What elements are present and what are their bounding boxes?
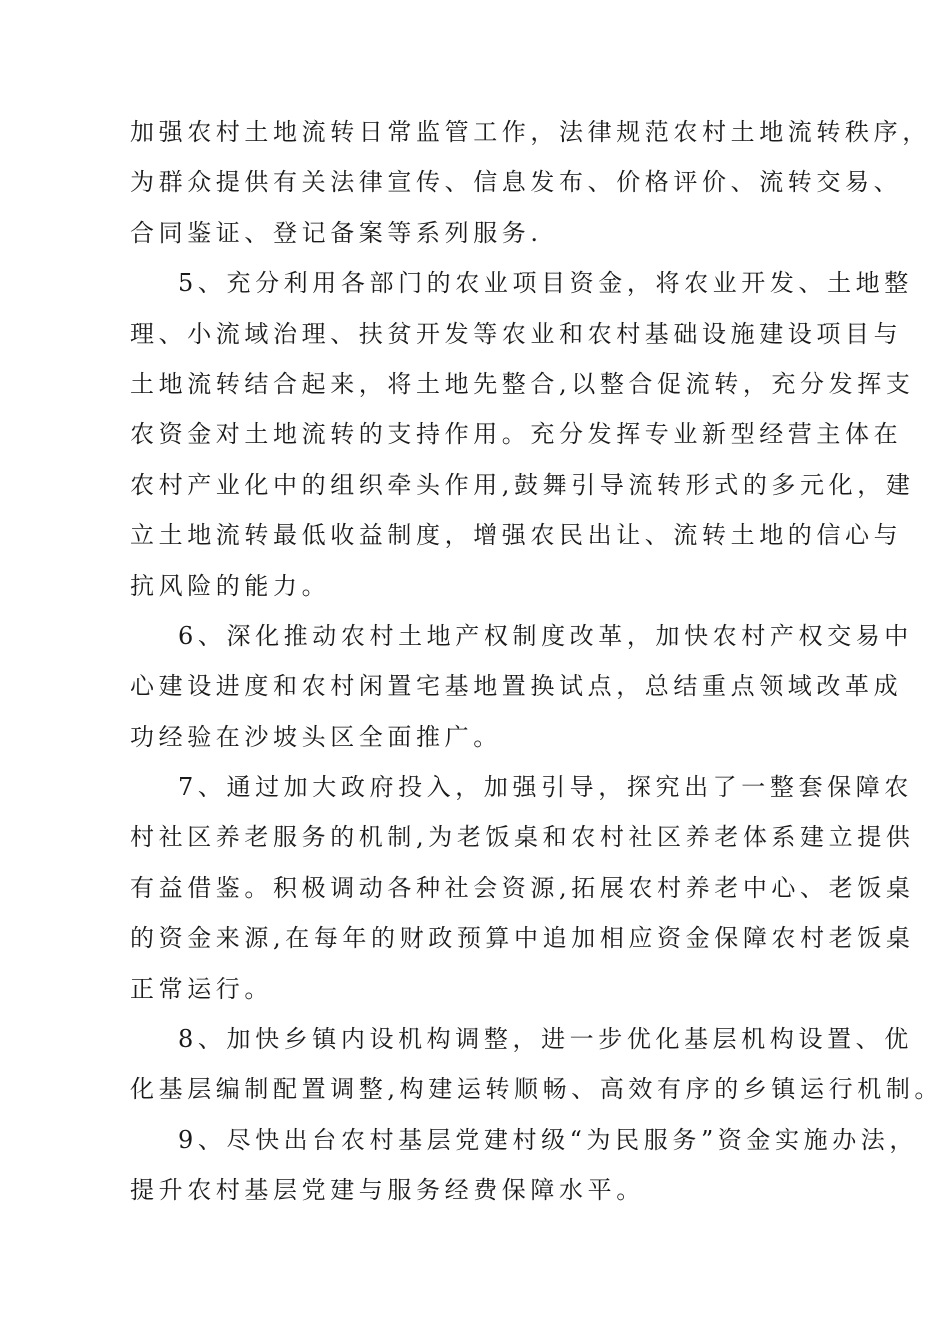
text-line: 5、充分利用各部门的农业项目资金，将农业开发、土地整 <box>178 269 913 298</box>
text-line: 7、通过加大政府投入，加强引导，探究出了一整套保障农 <box>178 773 913 802</box>
text-line: 提升农村基层党建与服务经费保障水平。 <box>130 1176 645 1205</box>
text-line: 理、小流域治理、扶贫开发等农业和农村基础设施建设项目与 <box>130 319 903 348</box>
paragraph-item-6 <box>130 611 913 762</box>
text-line: 功经验在沙坡头区全面推广。 <box>130 722 502 751</box>
text-line: 心建设进度和农村闲置宅基地置换试点，总结重点领域改革成 <box>130 672 903 701</box>
text-line: 村社区养老服务的机制,为老饭桌和农村社区养老体系建立提供 <box>130 823 915 852</box>
text-line: 加强农村土地流转日常监管工作，法律规范农村土地流转秩序， <box>130 118 931 146</box>
text-line: 6、深化推动农村土地产权制度改革，加快农村产权交易中 <box>178 621 913 650</box>
paragraph-item-7 <box>130 762 915 1014</box>
paragraph-item-5 <box>130 258 915 611</box>
document-body <box>130 107 944 1216</box>
text-line: 为群众提供有关法律宣传、信息发布、价格评价、流转交易、 <box>130 168 903 197</box>
paragraph-item-8 <box>130 1014 944 1115</box>
text-line: 正常运行。 <box>130 974 273 1003</box>
text-line: 有益借鉴。积极调动各种社会资源,拓展农村养老中心、老饭桌 <box>130 873 915 902</box>
text-line: 农村产业化中的组织牵头作用,鼓舞引导流转形式的多元化，建 <box>130 470 915 499</box>
text-line: 合同鉴证、登记备案等系列服务. <box>130 218 543 247</box>
text-line: 9、尽快出台农村基层党建村级“为民服务”资金实施办法， <box>178 1125 919 1154</box>
text-line: 土地流转结合起来，将土地先整合,以整合促流转，充分发挥支 <box>130 369 915 398</box>
text-line: 化基层编制配置调整,构建运转顺畅、高效有序的乡镇运行机制。 <box>130 1075 944 1104</box>
paragraph-continuation <box>130 107 931 258</box>
paragraph-item-9 <box>130 1115 919 1216</box>
text-line: 8、加快乡镇内设机构调整，进一步优化基层机构设置、优 <box>178 1025 913 1054</box>
text-line: 农资金对土地流转的支持作用。充分发挥专业新型经营主体在 <box>130 420 903 449</box>
text-line: 抗风险的能力。 <box>130 571 331 600</box>
text-line: 立土地流转最低收益制度，增强农民出让、流转土地的信心与 <box>130 521 903 550</box>
text-line: 的资金来源,在每年的财政预算中追加相应资金保障农村老饭桌 <box>130 924 915 953</box>
